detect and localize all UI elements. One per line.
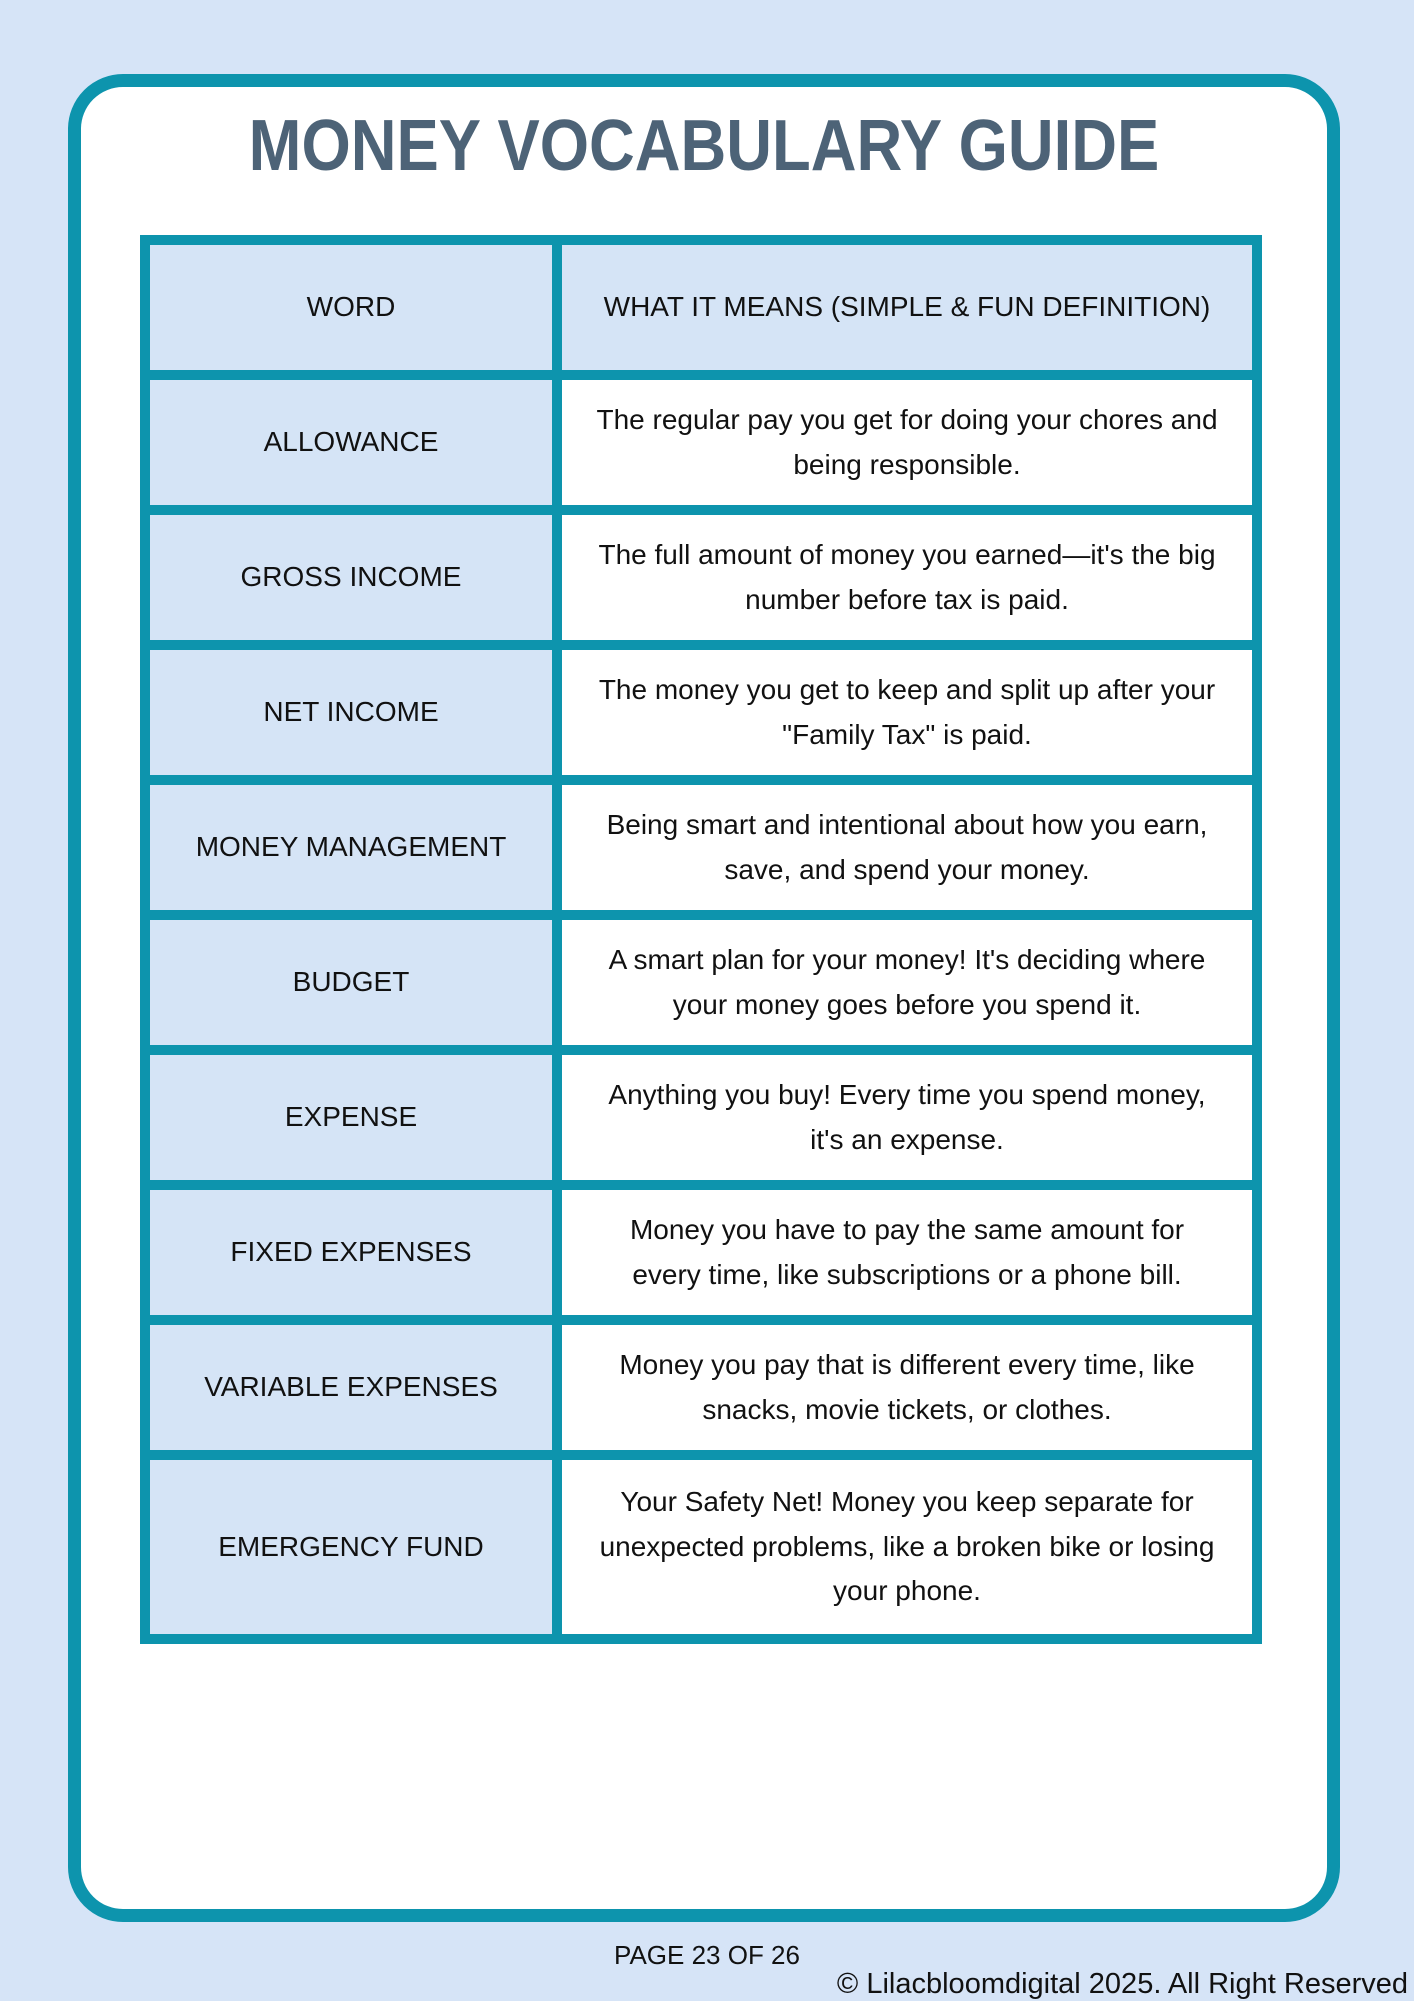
table-row (145, 1455, 1257, 1639)
table-row (145, 1050, 1257, 1185)
word-cell: GROSS INCOME (145, 510, 557, 645)
definition-cell: The regular pay you get for doing your chores and being responsible. (557, 375, 1257, 510)
word-cell: ALLOWANCE (145, 375, 557, 510)
definition-cell: Anything you buy! Every time you spend money, it's an expense. (557, 1050, 1257, 1185)
word-cell: NET INCOME (145, 645, 557, 780)
header-definition: WHAT IT MEANS (SIMPLE & FUN DEFINITION) (557, 240, 1257, 375)
header-word: WORD (145, 240, 557, 375)
table-row (145, 510, 1257, 645)
vocab-table (140, 235, 1262, 1644)
table-row (145, 1320, 1257, 1455)
copyright-notice: © Lilacbloomdigital 2025. All Right Reserved (836, 1968, 1408, 2000)
table-row (145, 915, 1257, 1050)
word-cell: MONEY MANAGEMENT (145, 780, 557, 915)
table-row (145, 375, 1257, 510)
table-row (145, 780, 1257, 915)
word-cell: VARIABLE EXPENSES (145, 1320, 557, 1455)
page-number: PAGE 23 OF 26 (614, 1940, 800, 1970)
definition-cell: The money you get to keep and split up after your "Family Tax" is paid. (557, 645, 1257, 780)
word-cell: EMERGENCY FUND (145, 1455, 557, 1639)
definition-cell: Being smart and intentional about how you earn, save, and spend your money. (557, 780, 1257, 915)
definition-cell: A smart plan for your money! It's deciding where your money goes before you spend it. (557, 915, 1257, 1050)
definition-cell: Money you pay that is different every time, like snacks, movie tickets, or clothes. (557, 1320, 1257, 1455)
definition-cell: Your Safety Net! Money you keep separate for unexpected problems, like a broken bike or losing your phone. (557, 1455, 1257, 1639)
definition-cell: Money you have to pay the same amount for every time, like subscriptions or a phone bill. (557, 1185, 1257, 1320)
table-row (145, 1185, 1257, 1320)
table-row (145, 645, 1257, 780)
vocab-table-body (145, 375, 1257, 1639)
page-title: MONEY VOCABULARY GUIDE (248, 106, 1160, 186)
word-cell: BUDGET (145, 915, 557, 1050)
word-cell: EXPENSE (145, 1050, 557, 1185)
worksheet-card (68, 74, 1340, 1922)
word-cell: FIXED EXPENSES (145, 1185, 557, 1320)
table-header-row (145, 240, 1257, 375)
definition-cell: The full amount of money you earned—it's the big number before tax is paid. (557, 510, 1257, 645)
